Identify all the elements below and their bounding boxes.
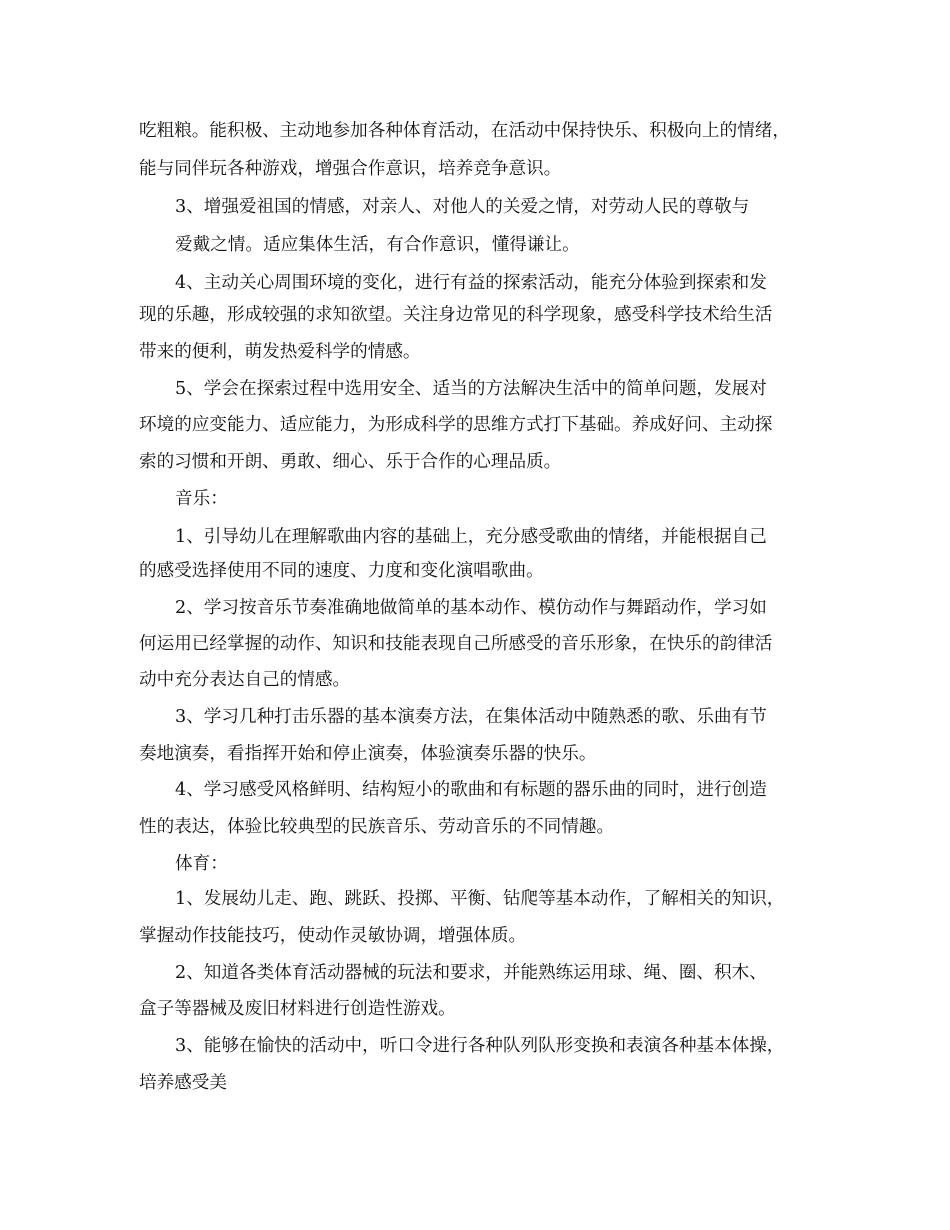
text-line: 4、学习感受风格鲜明、结构短小的歌曲和有标题的器乐曲的同时，进行创造 xyxy=(175,780,767,800)
text-line: 索的习惯和开朗、勇敢、细心、乐于合作的心理品质。 xyxy=(139,452,562,472)
text-line: 吃粗粮。能积极、主动地参加各种体育活动，在活动中保持快乐、积极向上的情绪， xyxy=(139,121,790,141)
text-line: 何运用已经掌握的动作、知识和技能表现自己所感受的音乐形象，在快乐的韵律活 xyxy=(139,634,773,654)
text-line: 能与同伴玩各种游戏，增强合作意识，培养竞争意识。 xyxy=(139,159,562,179)
text-line: 掌握动作技能技巧，使动作灵敏协调，增强体质。 xyxy=(139,926,527,946)
text-line: 现的乐趣，形成较强的求知欲望。关注身边常见的科学现象，感受科学技术给生活 xyxy=(139,305,773,325)
text-line: 2、知道各类体育活动器械的玩法和要求，并能熟练运用球、绳、圈、积木、 xyxy=(175,963,767,983)
text-line: 培养感受美 xyxy=(139,1073,227,1093)
text-line: 性的表达，体验比较典型的民族音乐、劳动音乐的不同情趣。 xyxy=(139,817,615,837)
text-line: 盒子等器械及废旧材料进行创造性游戏。 xyxy=(139,999,456,1019)
text-line: 5、学会在探索过程中选用安全、适当的方法解决生活中的简单问题，发展对 xyxy=(175,379,767,399)
text-line: 4、主动关心周围环境的变化，进行有益的探索活动，能充分体验到探索和发 xyxy=(175,273,767,293)
text-line: 3、增强爱祖国的情感，对亲人、对他人的关爱之情，对劳动人民的尊敬与 xyxy=(175,197,750,217)
text-line: 3、学习几种打击乐器的基本演奏方法，在集体活动中随熟悉的歌、乐曲有节 xyxy=(175,707,767,727)
text-line: 爱戴之情。适应集体生活，有合作意识，懂得谦让。 xyxy=(175,235,580,255)
section-heading-pe: 体育： xyxy=(175,854,228,874)
text-line: 的感受选择使用不同的速度、力度和变化演唱歌曲。 xyxy=(139,561,544,581)
text-line: 环境的应变能力、适应能力，为形成科学的思维方式打下基础。养成好问、主动探 xyxy=(139,415,773,435)
text-line: 1、引导幼儿在理解歌曲内容的基础上，充分感受歌曲的情绪，并能根据自己 xyxy=(175,527,767,547)
text-line: 2、学习按音乐节奏准确地做简单的基本动作、模仿动作与舞蹈动作，学习如 xyxy=(175,598,767,618)
section-heading-music: 音乐： xyxy=(175,489,228,509)
text-line: 3、能够在愉快的活动中，听口令进行各种队列队形变换和表演各种基本体操， xyxy=(175,1036,785,1056)
text-line: 1、发展幼儿走、跑、跳跃、投掷、平衡、钻爬等基本动作，了解相关的知识， xyxy=(175,889,785,909)
text-line: 带来的便利，萌发热爱科学的情感。 xyxy=(139,342,421,362)
text-line: 奏地演奏，看指挥开始和停止演奏，体验演奏乐器的快乐。 xyxy=(139,744,597,764)
text-line: 动中充分表达自己的情感。 xyxy=(139,670,351,690)
